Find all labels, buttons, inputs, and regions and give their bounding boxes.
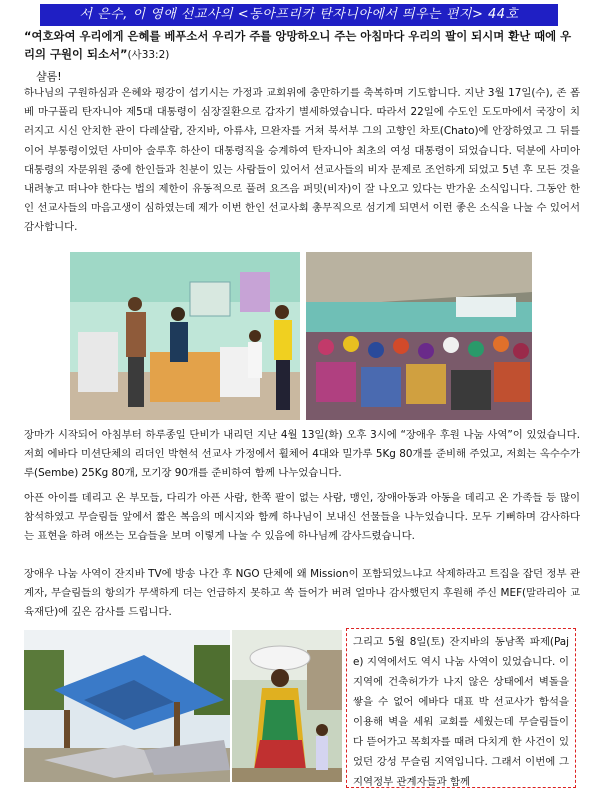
photo-damaged-church (24, 630, 230, 782)
photo-flour-distribution (70, 252, 300, 420)
paragraph-disability-sharing: 장마가 시작되어 아침부터 하루종일 단비가 내리던 지난 4월 13일(화) 오후 3시에 “장애우 후원 나눔 사역”이 있었습니다. 저희 에바다 미션단체의 리더인 박현석 선교사 가정에서 휠체어 4대와 밀가루 5Kg 80개를 준비해 주었고, 저희는 옥수수가루(Sembe) 25Kg 80개, 모기장 90개를 준비하여 함께 나누었습니다. (24, 429, 580, 480)
verse-reference: (사33:2) (127, 49, 170, 61)
paragraph-participants: 아픈 아이를 데리고 온 부모들, 다리가 아픈 사람, 한쪽 팔이 없는 사람, 맹인, 장애아동과 아동을 데리고 온 가족들 등 많이 참석하였고 무슬림들 앞에서 짧은 복음의 메시지와 함께 하나님이 보내신 선물들을 나누었습니다. 모두 기뻐하며 감사하다는 표현을 하려 애쓰는 모습들을 보며 이렇게 나눌 수 있음에 하나님께 감사드렸습니다. (24, 492, 580, 543)
photo-hall-gathering (306, 252, 532, 420)
scripture-verse (24, 27, 580, 64)
verse-text: “여호와여 우리에게 은혜를 베푸소서 우리가 주를 앙망하오니 주는 아침마다 우리의 팔이 되시며 환난 때에 우리의 구원이 되소서” (24, 29, 572, 61)
photo-woman-carrying-sack (232, 630, 342, 782)
greeting: 샬롬! (36, 70, 62, 83)
paje-sharing-textbox: 그리고 5월 8일(토) 잔지바의 동남쪽 파제(Paje) 지역에서도 역시 나눔 사역이 있었습니다. 이 지역에 건축허가가 나지 않은 상태에서 벽돌을 쌓을 수 없어 에바다 대표 박 선교사가 함석을 이용해 벽을 세워 교회를 세웠는데 무슬림들이 다 뜯어가고 목회자를 때려 다치게 한 사건이 있었던 강성 무슬림 지역입니다. 그래서 이번에 그 지역정부 관계자들과 함께 (346, 628, 576, 788)
paragraph-tv-broadcast: 장애우 나눔 사역이 잔지바 TV에 방송 나간 후 NGO 단체에 왜 Mission이 포함되었느냐고 삭제하라고 트집을 잡던 정부 관계자, 무슬림들의 항의가 무색하게 더는 언급하지 못하고 쏙 들어가 버려 얼마나 감사했던지 후원해 주신 MEF(말라리아 교육재단)에 깊은 감사를 드립니다. (24, 568, 580, 619)
paragraph-president-news: 하나님의 구원하심과 은혜와 평강이 섭기시는 가정과 교회위에 충만하기를 축복하며 기도합니다. 지난 3월 17일(수), 존 폼베 마구풀리 탄자니아 제5대 대통령이 심장질환으로 갑자기 별세하였습니다. 따라서 22일에 수도인 도도마에서 국장이 치러지고 시신 안치한 관이 다레살람, 잔지바, 아류샤, 므완자를 거쳐 북서부 그의 고향인 차토(Chato)에 안장하였고 그 뒤를 이어 부통령이었던 사미아 술루후 하산이 대통령직을 승계하여 탄자니아 최초의 여성 대통령이 되었습니다. 덕분에 사미아 대통령의 자문위원 중에 한인들과 친분이 있는 사람들이 있어서 선교사들의 비자 문제로 조언하게 되었고 5년 후 모든 것을 내려놓고 떠나야 한다는 법의 제한이 유동적으로 풀려 요즈음 퍼밋(비자)이 잘 나오고 있다는 반가운 소식입니다. 그동안 한인 선교사들의 마음고생이 심하였는데 제가 이번 한인 선교사회 총무직으로 섬기게 되면서 이런 좋은 소식을 나눌 수 있어서 감사합니다. (24, 87, 580, 234)
newsletter-title-banner: 서 은수, 이 영애 선교사의 <동아프리카 탄자니아에서 띄우는 편지> 44호 (40, 4, 558, 26)
